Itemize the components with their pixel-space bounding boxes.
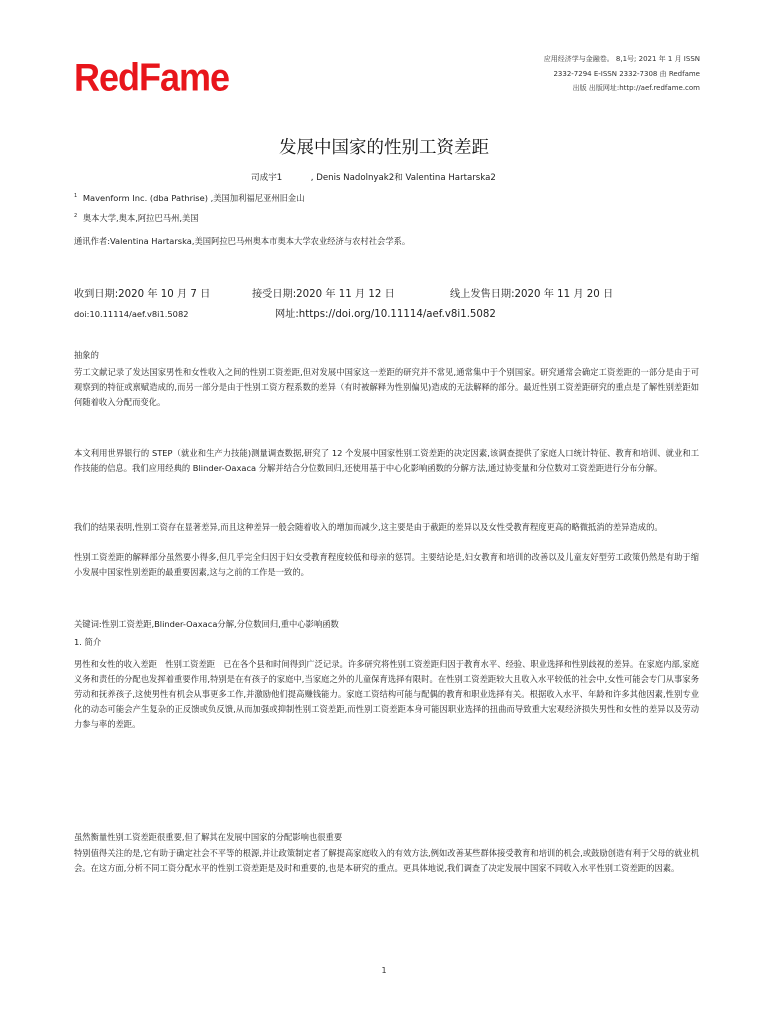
body-paragraph: 特别值得关注的是,它有助于确定社会不平等的根源,并让政策制定者了解提高家庭收入的有效方法,例如改善某些群体接受教育和培训的机会,或鼓励创造有利于父母的就业机会。在这方面,分析不同工资分配水平的性别工资差距是及时和重要的,也是本研究的重点。更具体地说,我们调查了决定发展中国家不同收入水平性别工资差距的因素。 — [74, 848, 699, 873]
affiliation-2 — [74, 210, 199, 224]
affiliation-text: 奥本大学,奥本,阿拉巴马州,美国 — [82, 212, 199, 223]
article-title: 发展中国家的性别工资差距 — [279, 138, 489, 158]
author-list: 司成宇1 , Denis Nadolnyak2和 Valentina Hartarska2 — [251, 173, 496, 183]
journal-info-line: 出版 出版网址:http://aef.redfame.com — [572, 84, 700, 92]
doi-url-link[interactable]: 网址:https://doi.org/10.11114/aef.v8i1.5082 — [275, 309, 496, 320]
correspondence: 通讯作者:Valentina Hartarska,美国阿拉巴马州奥本市奥本大学农业经济与农村社会学系。 — [74, 236, 411, 246]
affiliation-1 — [74, 190, 305, 204]
affiliation-text: Mavenform Inc. (dba Pathrise) ,美国加利福尼亚州旧金山 — [82, 192, 305, 203]
abstract-paragraph: 本文利用世界银行的 STEP（就业和生产力技能)测量调查数据,研究了 12 个发展中国家性别工资差距的决定因素,该调查提供了家庭人口统计特征、教育和培训、就业和工作技能的信息。我们应用经典的 Blinder-Oaxaca 分解并结合分位数回归,还使用基于中心化影响函数的分解方法,通过协变量和分位数对工资差距进行分布分解。 — [74, 448, 699, 473]
page-number: 1 — [381, 966, 387, 975]
body-paragraph: 男性和女性的收入差距 性别工资差距 已在各个县和时间得到广泛记录。许多研究将性别工资差距归因于教育水平、经验、职业选择和性别歧视的差异。在家庭内部,家庭义务和责任的分配也发挥着重要作用,特别是在有孩子的家庭中,当家庭之外的儿童保育选择有限时。在性别工资差距较大且收入水平较低的社会中,女性可能会专门从事家务劳动和抚养孩子,这使男性有机会从事更多工作,并激励他们提高赚钱能力。家庭工资结构可能与配偶的教育和职业选择有关。根据收入水平、年龄和许多其他因素,性别专业化的动态可能会产生复杂的正反馈或负反馈,从而加强或抑制性别工资差距,而性别工资差距本身可能因职业选择的扭曲而导致重大宏观经济损失男性和女性的差异以及劳动力参与率的差距。 — [74, 659, 699, 729]
keywords: 关键词:性别工资差距,Blinder-Oaxaca分解,分位数回归,重中心影响函数 — [74, 619, 339, 629]
received-date: 收到日期:2020 年 10 月 7 日 — [74, 289, 211, 300]
publisher-logo: RedFame — [74, 54, 230, 100]
paragraph-heading: 虽然衡量性别工资差距很重要,但了解其在发展中国家的分配影响也很重要 — [74, 832, 343, 842]
abstract-paragraph: 性别工资差距的解释部分虽然要小得多,但几乎完全归因于妇女受教育程度较低和母亲的惩罚。主要结论是,妇女教育和培训的改善以及儿童友好型劳工政策仍然是有助于缩小发展中国家性别差距的最重要因素,这与之前的工作是一致的。 — [74, 552, 699, 577]
section-heading: 1. 简介 — [74, 637, 102, 647]
affiliation-number: 1 — [74, 193, 78, 199]
accepted-date: 接受日期:2020 年 11 月 12 日 — [252, 289, 395, 300]
abstract-heading: 抽象的 — [74, 350, 99, 360]
journal-info-line: 应用经济学与金融卷。 8,1号; 2021 年 1 月 ISSN — [543, 55, 700, 63]
journal-info — [500, 52, 700, 96]
journal-info-line: 2332-7294 E-ISSN 2332-7308 由 Redfame — [553, 69, 700, 78]
affiliation-number: 2 — [74, 213, 78, 219]
doi: doi:10.11114/aef.v8i1.5082 — [74, 309, 189, 319]
online-date: 线上发售日期:2020 年 11 月 20 日 — [450, 289, 614, 300]
abstract-paragraph: 劳工文献记录了发达国家男性和女性收入之间的性别工资差距,但对发展中国家这一差距的研究并不常见,通常集中于个别国家。研究通常会确定工资差距的一部分是由于可观察到的特征或禀赋造成的,而另一部分是由于性别工资方程系数的差异（有时被解释为性别偏见)造成的无法解释的部分。最近性别工资差距研究的重点是了解性别差距如何随着收入分配而变化。 — [74, 367, 699, 407]
abstract-paragraph: 我们的结果表明,性别工资存在显著差异,而且这种差异一般会随着收入的增加而减少,这主要是由于截距的差异以及女性受教育程度更高的略微抵消的差异造成的。 — [74, 522, 663, 532]
